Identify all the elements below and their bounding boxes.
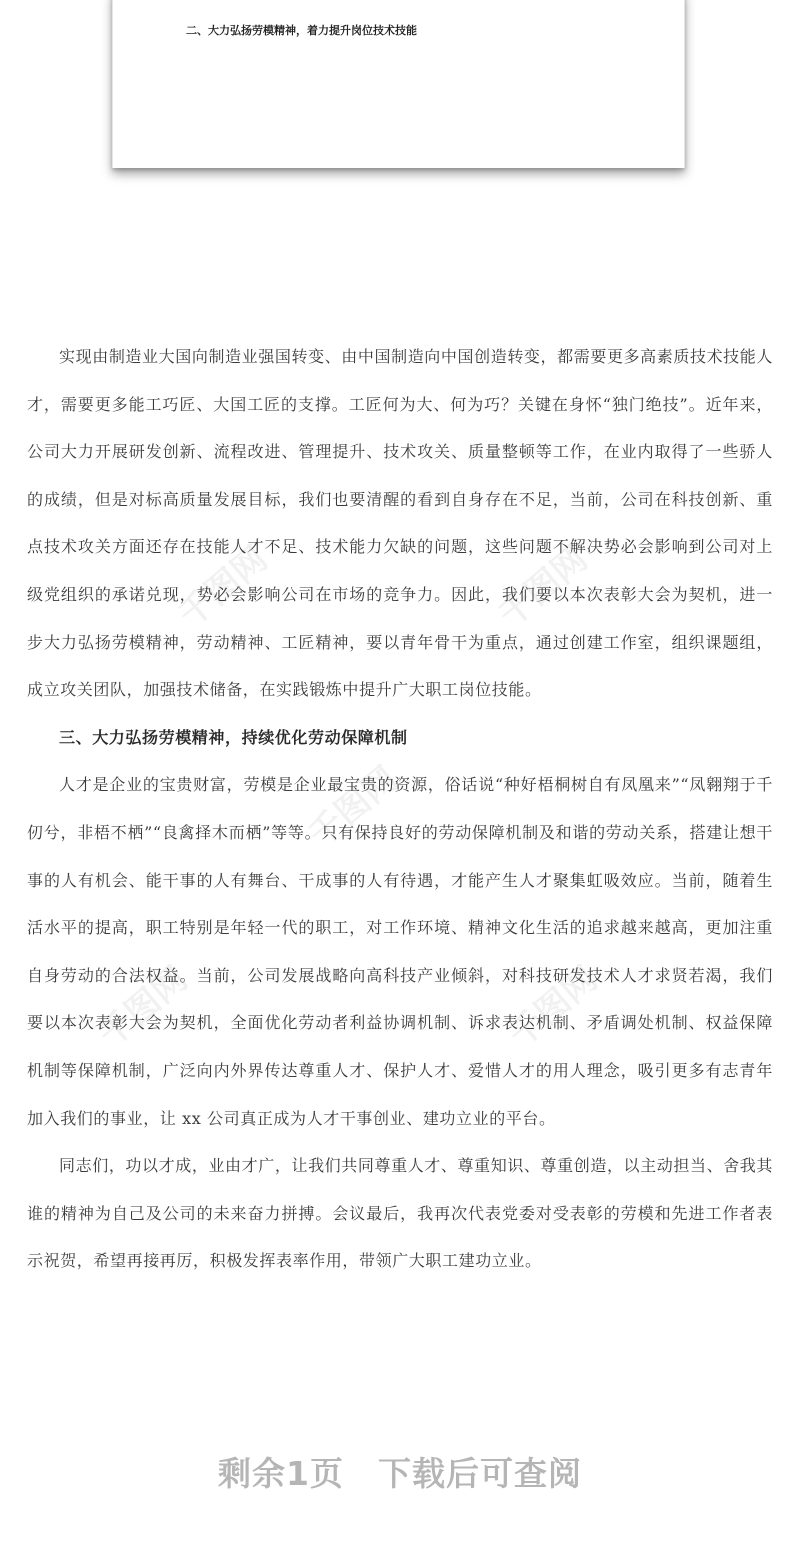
- paragraph-2: 人才是企业的宝贵财富，劳模是企业最宝贵的资源，俗话说“种好梧桐树自有凤凰来”“凤翱翔于千仞兮，非梧不栖”“良禽择木而栖”等等。只有保持良好的劳动保障机制及和谐的劳动关系，搭建让想干事的人有机会、能干事的人有舞台、干成事的人有待遇，才能产生人才聚集虹吸效应。当前，随着生活水平的提高，职工特别是年轻一代的职工，对工作环境、精神文化生活的追求越来越高，更加注重自身劳动的合法权益。当前，公司发展战略向高科技产业倾斜，对科技研发技术人才求贤若渴，我们要以本次表彰大会为契机，全面优化劳动者利益协调机制、诉求表达机制、矛盾调处机制、权益保障机制等保障机制，广泛向内外界传达尊重人才、保护人才、爱惜人才的用人理念，吸引更多有志青年加入我们的事业，让 xx 公司真正成为人才干事创业、建功立业的平台。: [27, 775, 773, 1128]
- watermark: 千图网: [91, 959, 196, 1056]
- section-3-heading: 三、大力弘扬劳模精神，持续优化劳动保障机制: [59, 727, 408, 747]
- download-hint: 下载后可查阅: [377, 1454, 582, 1493]
- document-body: [27, 333, 773, 1285]
- remaining-pages-banner[interactable]: [0, 1448, 800, 1495]
- previous-page-preview: [112, 0, 685, 168]
- watermark: 千图网: [301, 759, 406, 856]
- remaining-pages-count: 剩余1页: [218, 1454, 344, 1493]
- paragraph-3: 同志们，功以才成，业由才广，让我们共同尊重人才、尊重知识、尊重创造，以主动担当、舍我其谁的精神为自己及公司的未来奋力拼搏。会议最后，我再次代表党委对受表彰的劳模和先进工作者表示祝贺，希望再接再厉，积极发挥表率作用，带领广大职工建功立业。: [27, 1156, 773, 1271]
- watermark: 千图网: [491, 539, 596, 636]
- watermark: 千图网: [171, 539, 276, 636]
- paragraph-1: 实现由制造业大国向制造业强国转变、由中国制造向中国创造转变，都需要更多高素质技术技能人才，需要更多能工巧匠、大国工匠的支撑。工匠何为大、何为巧？关键在身怀“独门绝技”。近年来，公司大力开展研发创新、流程改进、管理提升、技术攻关、质量整顿等工作，在业内取得了一些骄人的成绩，但是对标高质量发展目标，我们也要清醒的看到自身存在不足，当前，公司在科技创新、重点技术攻关方面还存在技能人才不足、技术能力欠缺的问题，这些问题不解决势必会影响到公司对上级党组织的承诺兑现，势必会影响公司在市场的竞争力。因此，我们要以本次表彰大会为契机，进一步大力弘扬劳模精神，劳动精神、工匠精神，要以青年骨干为重点，通过创建工作室，组织课题组，成立攻关团队，加强技术储备，在实践锻炼中提升广大职工岗位技能。: [27, 347, 773, 700]
- watermark: 千图网: [501, 959, 606, 1056]
- section-2-heading: 二、大力弘扬劳模精神，着力提升岗位技术技能: [186, 24, 417, 37]
